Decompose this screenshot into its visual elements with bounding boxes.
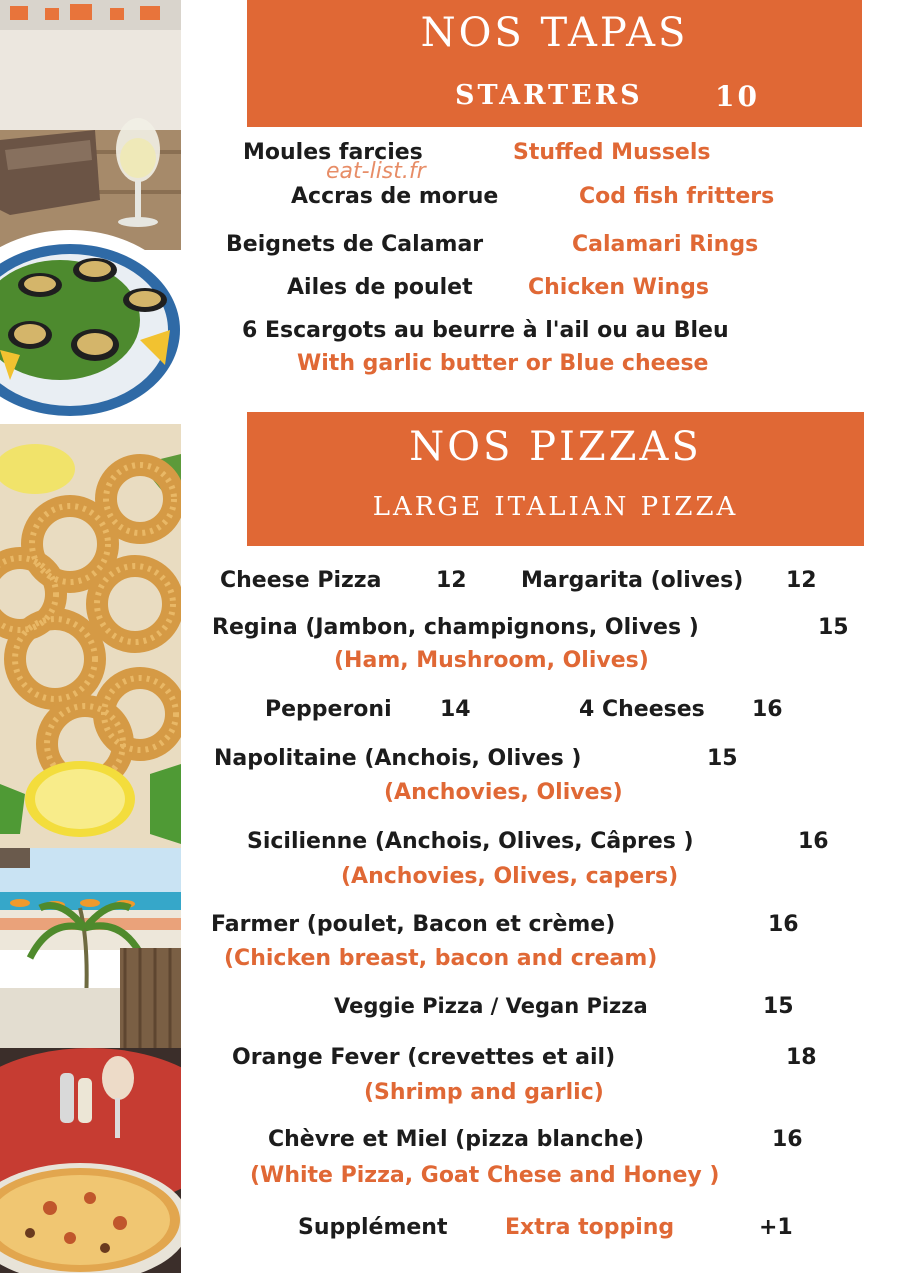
pepperoni-name: Pepperoni [265,697,392,722]
tapas-item-fr: Beignets de Calamar [226,232,484,257]
margarita-name: Margarita (olives) [521,568,744,593]
orange-fever-price: 18 [786,1045,817,1070]
tapas-item-en: With garlic butter or Blue cheese [297,351,709,376]
tapas-item-en: Chicken Wings [528,275,709,300]
veggie-price: 15 [763,994,794,1019]
pepperoni-price: 14 [440,697,471,722]
tapas-item-fr: Ailes de poulet [287,275,473,300]
veggie-name: Veggie Pizza / Vegan Pizza [334,994,648,1018]
supplement-en: Extra topping [505,1215,675,1240]
napolitaine-en: (Anchovies, Olives) [384,780,623,805]
starters-price: 10 [715,80,760,113]
pizzas-title: NOS PIZZAS [409,424,702,470]
orange-fever-en: (Shrimp and garlic) [364,1080,604,1105]
napolitaine-name: Napolitaine (Anchois, Olives ) [214,746,582,771]
four-cheeses-name: 4 Cheeses [579,697,705,722]
cheese-pizza-name: Cheese Pizza [220,568,382,593]
tapas-item-en: Cod fish fritters [579,184,775,209]
regina-name: Regina (Jambon, champignons, Olives ) [212,615,699,640]
napolitaine-price: 15 [707,746,738,771]
pizzas-subtitle: LARGE ITALIAN PIZZA [372,492,739,522]
tapas-banner [247,0,862,127]
farmer-name: Farmer (poulet, Bacon et crème) [211,912,616,937]
supplement-name: Supplément [298,1215,448,1240]
chevre-price: 16 [772,1127,803,1152]
tapas-item-fr: Accras de morue [291,184,499,209]
cheese-pizza-price: 12 [436,568,467,593]
photo-strip [0,0,181,1273]
farmer-price: 16 [768,912,799,937]
sicilienne-name: Sicilienne (Anchois, Olives, Câpres ) [247,829,694,854]
orange-fever-name: Orange Fever (crevettes et ail) [232,1045,616,1070]
regina-en: (Ham, Mushroom, Olives) [334,648,649,673]
tapas-item-en: Calamari Rings [572,232,759,257]
calamari-photo [0,424,181,848]
margarita-price: 12 [786,568,817,593]
four-cheeses-price: 16 [752,697,783,722]
sicilienne-en: (Anchovies, Olives, capers) [341,864,679,889]
tapas-item-en: Stuffed Mussels [513,140,711,165]
beach-photo [0,848,181,1048]
mussels-photo [0,0,181,424]
tapas-item-fr: 6 Escargots au beurre à l'ail ou au Bleu [242,318,729,343]
tapas-item-fr: Moules farcies [243,140,423,165]
tapas-title: NOS TAPAS [420,10,689,56]
supplement-price: +1 [759,1215,793,1240]
farmer-en: (Chicken breast, bacon and cream) [224,946,658,971]
chevre-name: Chèvre et Miel (pizza blanche) [268,1127,645,1152]
pizza-photo [0,1048,181,1273]
regina-price: 15 [818,615,849,640]
watermark: eat-list.fr [326,159,426,184]
starters-label: STARTERS [455,80,643,111]
pizzas-banner [247,412,864,546]
sicilienne-price: 16 [798,829,829,854]
chevre-en: (White Pizza, Goat Chese and Honey ) [250,1163,720,1188]
